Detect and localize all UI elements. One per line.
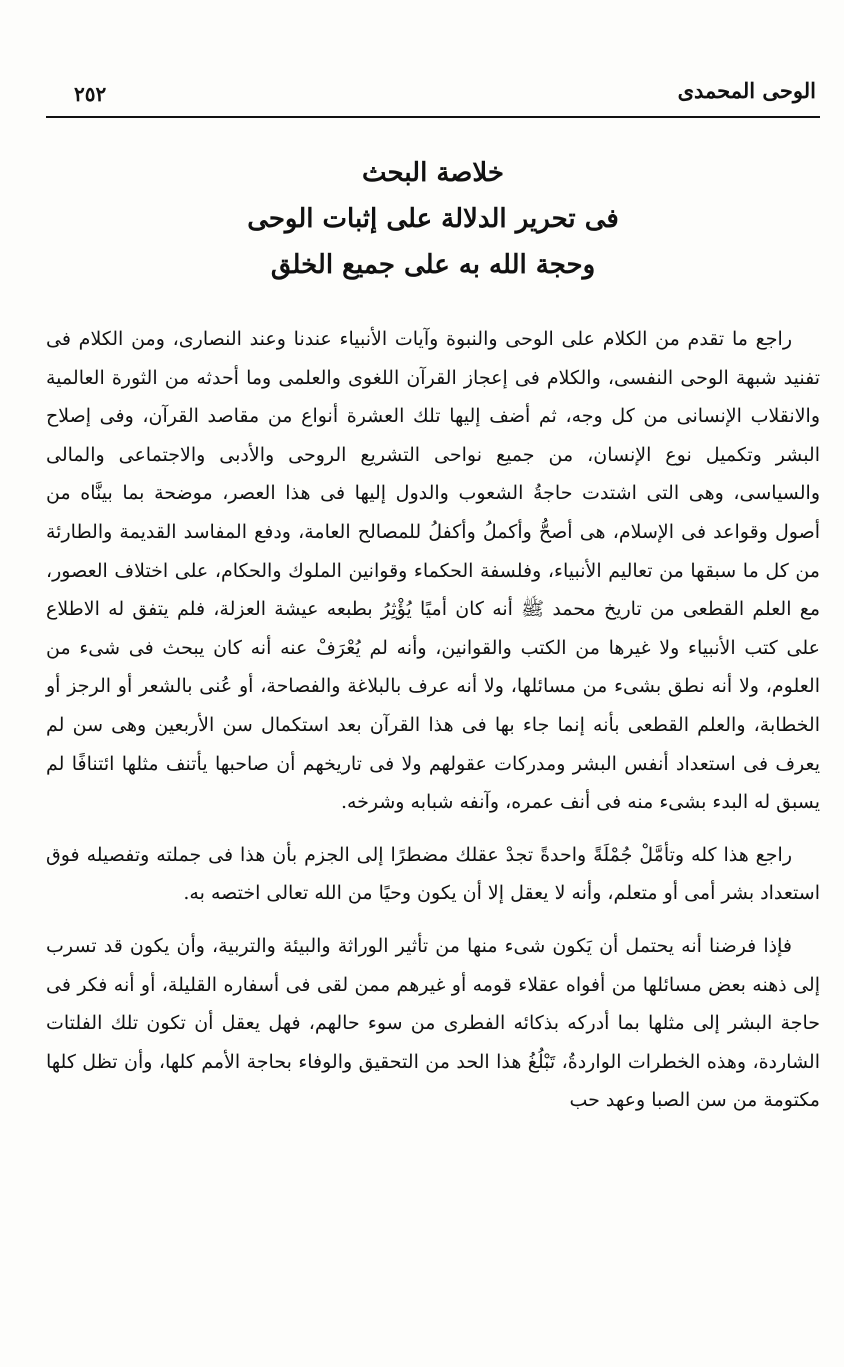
paragraph-1: راجع ما تقدم من الكلام على الوحى والنبوة وآيات الأنبياء عندنا وعند النصارى، ومن الكلام فى تفنيد شبهة الوحى النفسى، والكلام فى إعجاز القرآن اللغوى والعلمى وما أحدثه من الثورة العالمية والانقلاب الإنسانى من كل وجه، ثم أضف إليها تلك العشرة أنواع من مقاصد القرآن، وفى إصلاح البشر وتكميل نوع الإنسان، من جميع نواحى التشريع الروحى والأدبى والاجتماعى والمالى والسياسى، وهى التى اشتدت حاجةُ الشعوب والدول إليها فى هذا العصر، موضحة بما بينَّاه من أصول وقواعد فى الإسلام، هى أصحُّ وأكملُ وأكفلُ للمصالح العامة، ودفع المفاسد القديمة والطارئة من كل ما سبقها من تعاليم الأنبياء، وفلسفة الحكماء وقوانين الملوك والحكام، على اختلاف العصور، مع العلم القطعى من تاريخ محمد ﷺ أنه كان أميًا يُؤْثِرُ بطبعه عيشة العزلة، فلم يتفق له الاطلاع على كتب الأنبياء ولا غيرها من الكتب والقوانين، وأنه لم يُعْرَفْ عنه أنه كان يبحث فى شىء من العلوم، ولا أنه نطق بشىء من مسائلها، ولا أنه عرف بالبلاغة والفصاحة، أو عُنى بالشعر أو الرجز أو الخطابة، والعلم القطعى بأنه إنما جاء بها فى هذا القرآن بعد استكمال سن الأربعين وهى سن لم يعرف فى استعداد أنفس البشر ومدركات عقولهم ولا فى تاريخهم أن صاحبها يأتنف مثلها ائتنافًا لم يسبق له البدء بشىء منه فى أنف عمره، وآنفه شبابه وشرخه. bbox=[46, 328, 820, 814]
paragraph-3: فإذا فرضنا أنه يحتمل أن يَكون شىء منها من تأثير الوراثة والبيئة والتربية، وأن يكون قد تسرب إلى ذهنه بعض مسائلها من أفواه عقلاء قومه أو غيرهم ممن لقى فى أسفاره القليلة، أو أنه فكر فى حاجة البشر إلى مثلها بما أدركه بذكائه الفطرى من سوء حالهم، فهل يعقل أن تكون تلك الفلتات الشاردة، وهذه الخطرات الواردةُ، تَبْلُغُ هذا الحد من التحقيق والوفاء بحاجة الأمم كلها، وأن تظل كلها مكتومة من سن الصبا وعهد حب bbox=[46, 934, 820, 1112]
heading-line-1: خلاصة البحث bbox=[362, 158, 504, 188]
heading-line-3: وحجة الله به على جميع الخلق bbox=[270, 250, 596, 280]
section-heading bbox=[46, 150, 820, 288]
running-header bbox=[46, 74, 820, 118]
paragraph-2: راجع هذا كله وتأمَّلْ جُمْلَةً واحدةً تجدْ عقلك مضطرًا إلى الجزم بأن هذا فى جملته وتفصيله فوق استعداد بشر أمى أو متعلم، وأنه لا يعقل إلا أن يكون وحيًا من الله تعالى اختصه به. bbox=[46, 843, 820, 905]
running-title: الوحى المحمدى bbox=[677, 78, 816, 103]
page-number: ٢٥٢ bbox=[74, 82, 107, 106]
heading-line-2: فى تحرير الدلالة على إثبات الوحى bbox=[247, 204, 619, 234]
body-text bbox=[46, 320, 820, 1134]
